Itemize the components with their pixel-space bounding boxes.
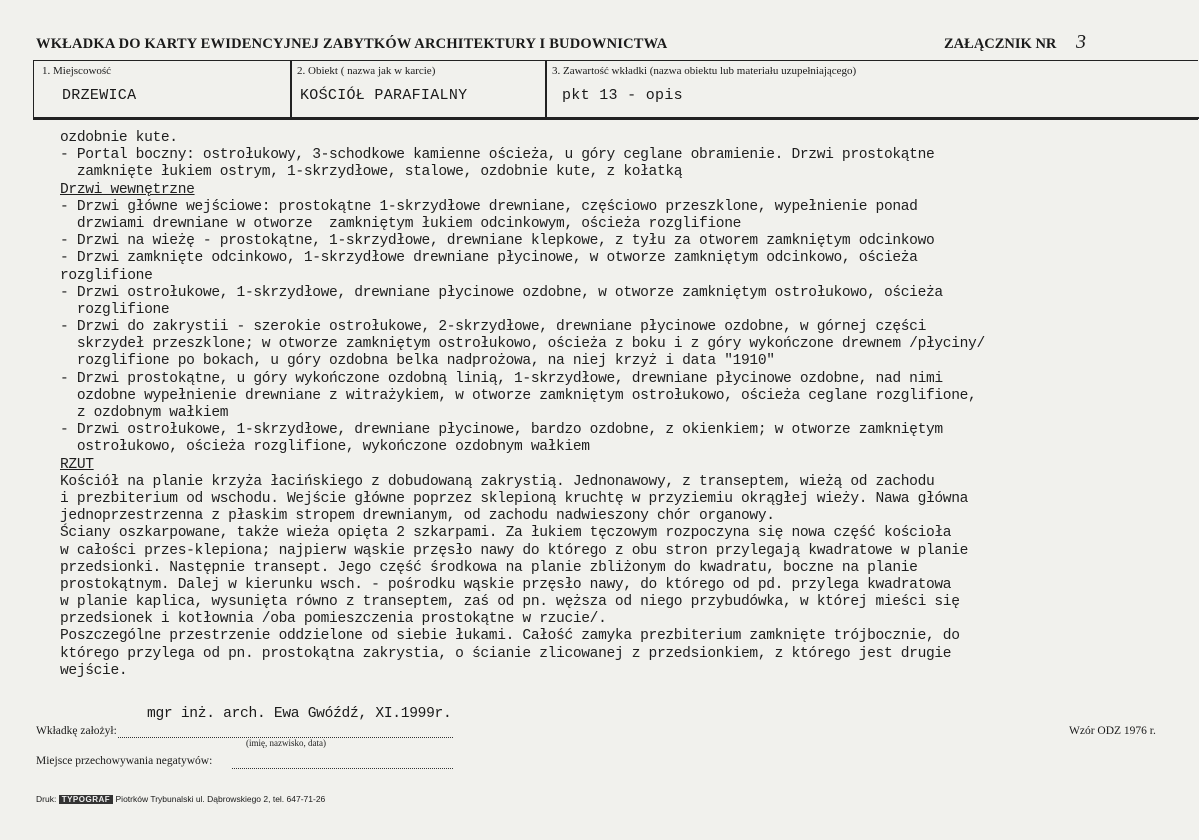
body-line: ozdobne wypełnienie drewniane z witrażykiem, w otworze zamkniętym ostrołukowo, ościeża ceglane rozglifione, [60, 387, 977, 404]
field-3-label: 3. Zawartość wkładki (nazwa obiektu lub materiału uzupełniającego) [552, 65, 857, 77]
body-line: wejście. [60, 662, 128, 679]
body-line: Kościół na planie krzyża łacińskiego z dobudowaną zakrystią. Jednonawowy, z transeptem, wieżą od zachodu [60, 473, 935, 490]
print-label: Druk: [36, 794, 57, 804]
body-line: - Drzwi ostrołukowe, 1-skrzydłowe, drewniane płycinowe ozdobne, w otworze zamkniętym ostrołukowo, ościeża [60, 284, 943, 301]
printer-logo: TYPOGRAF [59, 795, 113, 804]
body-line: Poszczególne przestrzenie oddzielone od siebie łukami. Całość zamyka prezbiterium zamknięte trójbocznie, do [60, 628, 960, 645]
body-line: rozglifione [60, 301, 170, 318]
body-line: - Drzwi na wieżę - prostokątne, 1-skrzydłowe, drewniane klepkowe, z tyłu za otworem zamkniętym odcinkowo [60, 233, 935, 250]
body-line: - Drzwi główne wejściowe: prostokątne 1-skrzydłowe drewniane, częściowo przeszklone, wypełnienie ponad [60, 198, 918, 215]
body-line: - Drzwi zamknięte odcinkowo, 1-skrzydłowe drewniane płycinowe, w otworze zamkniętym odcinkowo, ościeża [60, 250, 918, 267]
printer-info [36, 794, 325, 804]
form-template-id: Wzór ODZ 1976 r. [1069, 725, 1156, 737]
storage-dotted-line [232, 767, 453, 769]
body-line: ozdobnie kute. [60, 130, 178, 146]
body-line: przedsionek i kotłownia /oba pomieszczenia prostokątne w rzucie/. [60, 611, 607, 628]
body-line: Ściany oszkarpowane, także wieża opięta 2 szkarpami. Za łukiem tęczowym rozpoczyna się nowa część kościoła [60, 525, 952, 542]
body-line: jednoprzestrzenna z płaskim stropem drewnianym, od zachodu nadwieszony chór organowy. [60, 508, 775, 525]
annex-label: ZAŁĄCZNIK NR [944, 36, 1057, 52]
body-line: w całości przes-klepiona; najpierw wąskie przęsło nawy do którego z obu stron przylegają kwadratowe w planie [60, 542, 969, 559]
body-line: drzwiami drewniane w otworze zamkniętym łukiem odcinkowym, ościeża rozglifione [60, 215, 742, 232]
body-line: którego przylega od pn. prostokątna zakrystia, o ścianie zlicowanej z przedsionkiem, z którego jest drugie [60, 645, 952, 662]
field-2-value: KOŚCIÓŁ PARAFIALNY [300, 87, 468, 104]
storage-label: Miejsce przechowywania negatywów: [36, 755, 213, 767]
body-line: z ozdobnym wałkiem [60, 405, 229, 421]
author-label: Wkładkę założył: [36, 725, 117, 737]
field-3-value: pkt 13 - opis [562, 87, 683, 104]
body-line: przedsionki. Następnie transept. Jego część środkowa na planie zbliżonym do kwadratu, boczne na planie [60, 559, 918, 576]
body-line: - Portal boczny: ostrołukowy, 3-schodkowe kamienne ościeża, u góry ceglane obramienie. Drzwi prostokątne [60, 147, 935, 164]
description-body [60, 130, 1195, 680]
field-divider [290, 60, 292, 118]
body-line: prostokątnym. Dalej w kierunku wsch. - pośrodku wąskie przęsło nawy, do którego od pd. przylega kwadratowa [60, 576, 952, 593]
annex-number: 3 [1076, 31, 1086, 53]
fields-bottom-rule [33, 117, 1199, 119]
form-title: WKŁADKA DO KARTY EWIDENCYJNEJ ZABYTKÓW ARCHITEKTURY I BUDOWNICTWA [36, 36, 668, 52]
body-line: - Drzwi do zakrystii - szerokie ostrołukowe, 2-skrzydłowe, drewniane płycinowe ozdobne, w górnej części [60, 319, 926, 336]
body-line: rozglifione po bokach, u góry ozdobna belka nadprożowa, na niej krzyż i data "1910" [60, 353, 775, 370]
section-heading: RZUT [60, 456, 94, 473]
body-line: skrzydeł przeszklone; w otworze zamkniętym ostrołukowo, ościeża z boku i z góry wykończone drewnem /płyciny/ [60, 336, 985, 353]
body-line: rozglifione [60, 267, 153, 284]
section-heading: Drzwi wewnętrzne [60, 181, 195, 198]
field-2-label: 2. Obiekt ( nazwa jak w karcie) [297, 65, 436, 77]
author-sublabel: (imię, nazwisko, data) [246, 738, 326, 748]
print-address: Piotrków Trybunalski ul. Dąbrowskiego 2, tel. 647-71-26 [115, 794, 326, 804]
body-line: i prezbiterium od wschodu. Wejście główne poprzez sklepioną kruchtę w przyziemiu okrągłej wieży. Nawa główna [60, 490, 969, 507]
field-1-label: 1. Miejscowość [42, 65, 112, 77]
author-signature: mgr inż. arch. Ewa Gwóźdź, XI.1999r. [147, 706, 452, 722]
body-line: ostrołukowo, ościeża rozglifione, wykończone ozdobnym wałkiem [60, 439, 590, 456]
body-line: - Drzwi ostrołukowe, 1-skrzydłowe, drewniane płycinowe, bardzo ozdobne, z okienkiem; w otworze zamkniętym [60, 422, 943, 439]
body-line: w planie kaplica, wysunięta równo z transeptem, zaś od pn. węższa od niego przybudówka, w której mieści się [60, 594, 960, 611]
body-line: zamknięte łukiem ostrym, 1-skrzydłowe, stalowe, ozdobnie kute, z kołatką [60, 164, 683, 181]
field-1-value: DRZEWICA [62, 87, 137, 104]
body-line: - Drzwi prostokątne, u góry wykończone ozdobną linią, 1-skrzydłowe, drewniane płycinowe ozdobne, nad nimi [60, 370, 943, 387]
field-divider [545, 60, 547, 118]
